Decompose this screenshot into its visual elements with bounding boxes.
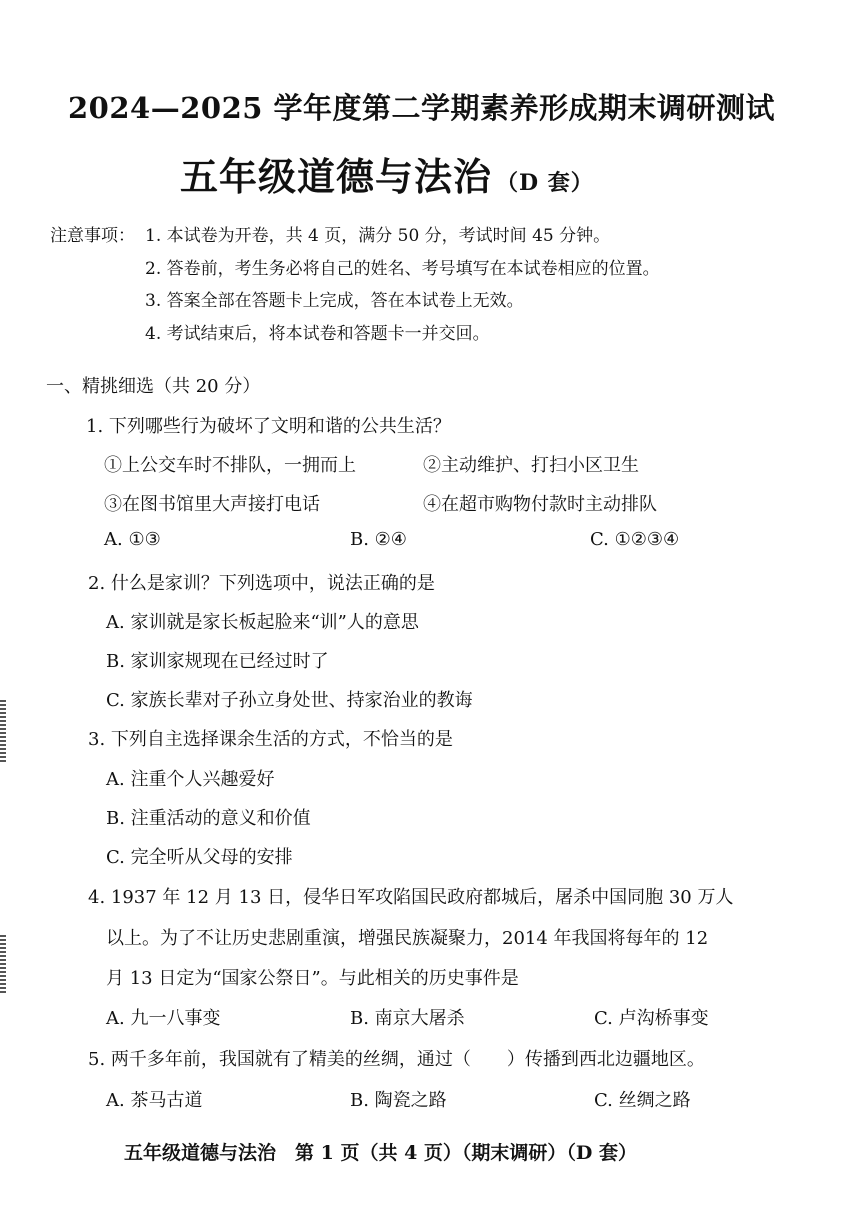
question-5-option-b: B. 陶瓷之路 (350, 1090, 447, 1111)
question-4-option-a: A. 九一八事变 (106, 1008, 221, 1029)
question-1-item: ②主动维护、打扫小区卫生 (423, 455, 639, 476)
question-4-line: 月 13 日定为“国家公祭日”。与此相关的历史事件是 (106, 968, 519, 989)
question-1-item: ④在超市购物付款时主动排队 (423, 494, 657, 515)
question-3-option-c: C. 完全听从父母的安排 (106, 847, 293, 868)
note-item: 4. 考试结束后，将本试卷和答题卡一并交回。 (145, 324, 490, 344)
note-item: 1. 本试卷为开卷，共 4 页，满分 50 分，考试时间 45 分钟。 (145, 226, 611, 246)
subject-name: 五年级道德与法治 (180, 154, 493, 199)
question-2-option-b: B. 家训家规现在已经过时了 (106, 651, 329, 672)
subject-title (180, 146, 594, 201)
question-3-option-a: A. 注重个人兴趣爱好 (106, 769, 275, 790)
note-item: 2. 答卷前，考生务必将自己的姓名、考号填写在本试卷相应的位置。 (145, 259, 660, 279)
question-5-option-a: A. 茶马古道 (106, 1090, 203, 1111)
question-1-option-b: B. ②④ (350, 529, 407, 550)
question-2-option-a: A. 家训就是家长板起脸来“训”人的意思 (106, 612, 419, 633)
question-2-stem: 2. 什么是家训？下列选项中，说法正确的是 (88, 573, 435, 594)
question-2-option-c: C. 家族长辈对子孙立身处世、持家治业的教诲 (106, 690, 473, 711)
question-1-stem: 1. 下列哪些行为破坏了文明和谐的公共生活？ (86, 416, 451, 437)
question-5-option-c: C. 丝绸之路 (594, 1090, 691, 1111)
question-1-item: ①上公交车时不排队，一拥而上 (104, 455, 356, 476)
question-5-stem: 5. 两千多年前，我国就有了精美的丝绸，通过（ ）传播到西北边疆地区。 (88, 1049, 705, 1070)
question-1-item: ③在图书馆里大声接打电话 (104, 494, 320, 515)
question-4-option-b: B. 南京大屠杀 (350, 1008, 465, 1029)
binding-edge-mark (0, 700, 6, 762)
paper-set: （D 套） (496, 170, 594, 196)
question-1-option-c: C. ①②③④ (590, 529, 680, 550)
page-footer: 五年级道德与法治 第 1 页（共 4 页）（期末调研）（D 套） (124, 1142, 637, 1164)
note-item: 3. 答案全部在答题卡上完成，答在本试卷上无效。 (145, 291, 524, 311)
question-4-option-c: C. 卢沟桥事变 (594, 1008, 709, 1029)
binding-edge-mark (0, 935, 6, 993)
question-4-line: 4. 1937 年 12 月 13 日，侵华日军攻陷国民政府都城后，屠杀中国同胞 30 万人 (88, 887, 734, 908)
question-1-option-a: A. ①③ (104, 529, 161, 550)
section-title: 一、精挑细选（共 20 分） (46, 376, 261, 397)
exam-title: 2024—2025 学年度第二学期素养形成期末调研测试 (68, 91, 776, 125)
question-3-stem: 3. 下列自主选择课余生活的方式，不恰当的是 (88, 729, 453, 750)
notes-label: 注意事项： (50, 226, 135, 246)
question-3-option-b: B. 注重活动的意义和价值 (106, 808, 311, 829)
question-4-line: 以上。为了不让历史悲剧重演，增强民族凝聚力，2014 年我国将每年的 12 (106, 928, 709, 949)
